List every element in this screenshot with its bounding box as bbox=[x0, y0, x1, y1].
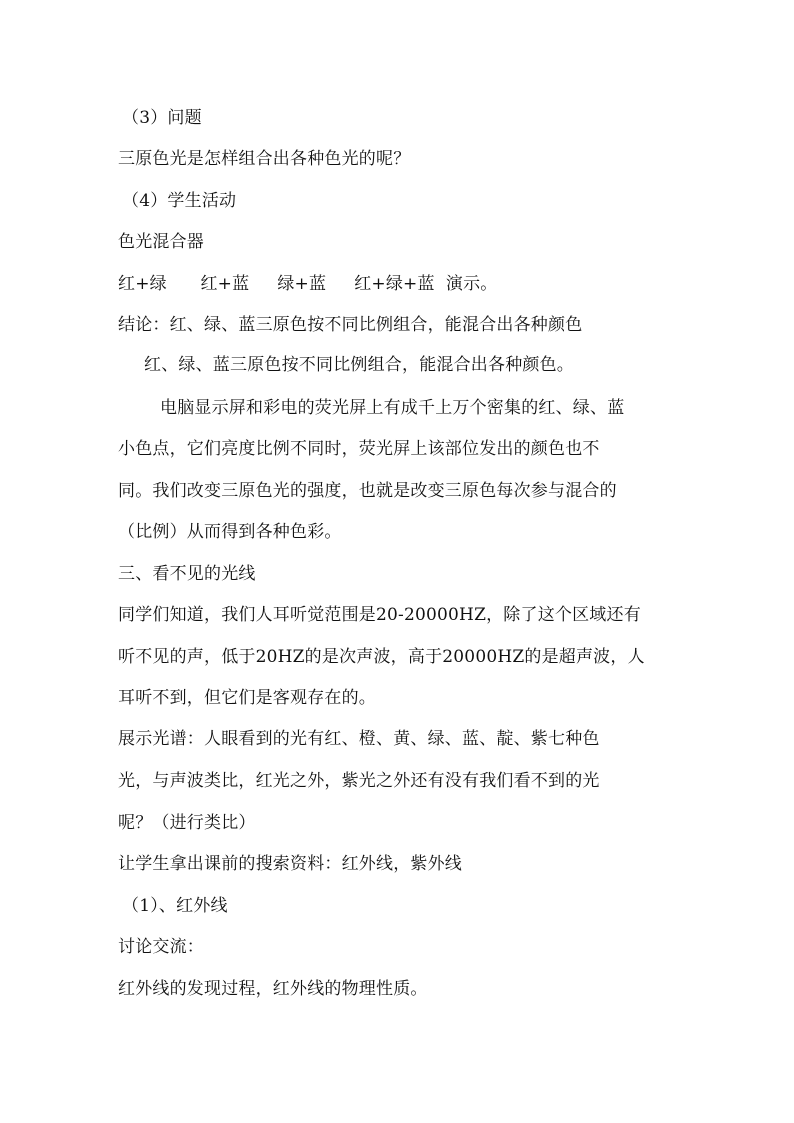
paragraph-line: 红外线的发现过程，红外线的物理性质。 bbox=[118, 979, 428, 999]
paragraph-line: 听不见的声，低于20HZ的是次声波，高于20000HZ的是超声波，人 bbox=[118, 647, 645, 667]
activity-item: 色光混合器 bbox=[118, 232, 204, 252]
question-text: 三原色光是怎样组合出各种色光的呢？ bbox=[118, 149, 411, 169]
paragraph-line: 光，与声波类比，红光之外，紫光之外还有没有我们看不到的光 bbox=[118, 771, 600, 791]
paragraph-line: 展示光谱：人眼看到的光有红、橙、黄、绿、蓝、靛、紫七种色 bbox=[118, 729, 600, 749]
conclusion-repeat: 红、绿、蓝三原色按不同比例组合，能混合出各种颜色。 bbox=[144, 355, 574, 375]
discussion-label: 讨论交流： bbox=[118, 937, 204, 957]
paragraph-line: 让学生拿出课前的搜索资料：红外线，紫外线 bbox=[118, 854, 462, 874]
heading-question: （3）问题 bbox=[122, 108, 202, 128]
color-combination-line: 红+绿 红+蓝 绿+蓝 红+绿+蓝 演示。 bbox=[118, 274, 498, 294]
paragraph-line: 同学们知道，我们人耳听觉范围是20-20000HZ，除了这个区域还有 bbox=[118, 605, 641, 625]
paragraph-line: （比例）从而得到各种色彩。 bbox=[118, 522, 342, 542]
paragraph-line: 小色点，它们亮度比例不同时，荧光屏上该部位发出的颜色也不 bbox=[118, 439, 600, 459]
heading-student-activity: （4）学生活动 bbox=[122, 191, 237, 211]
subheading-infrared: （1）、红外线 bbox=[122, 896, 228, 916]
paragraph-line: 电脑显示屏和彩电的荧光屏上有成千上万个密集的红、绿、蓝 bbox=[160, 398, 625, 418]
paragraph-line: 呢？（进行类比） bbox=[118, 813, 256, 833]
section-heading-invisible-light: 三、看不见的光线 bbox=[118, 564, 256, 584]
paragraph-line: 耳听不到，但它们是客观存在的。 bbox=[118, 688, 376, 708]
conclusion-line: 结论：红、绿、蓝三原色按不同比例组合，能混合出各种颜色 bbox=[118, 315, 583, 335]
paragraph-line: 同。我们改变三原色光的强度，也就是改变三原色每次参与混合的 bbox=[118, 481, 617, 501]
